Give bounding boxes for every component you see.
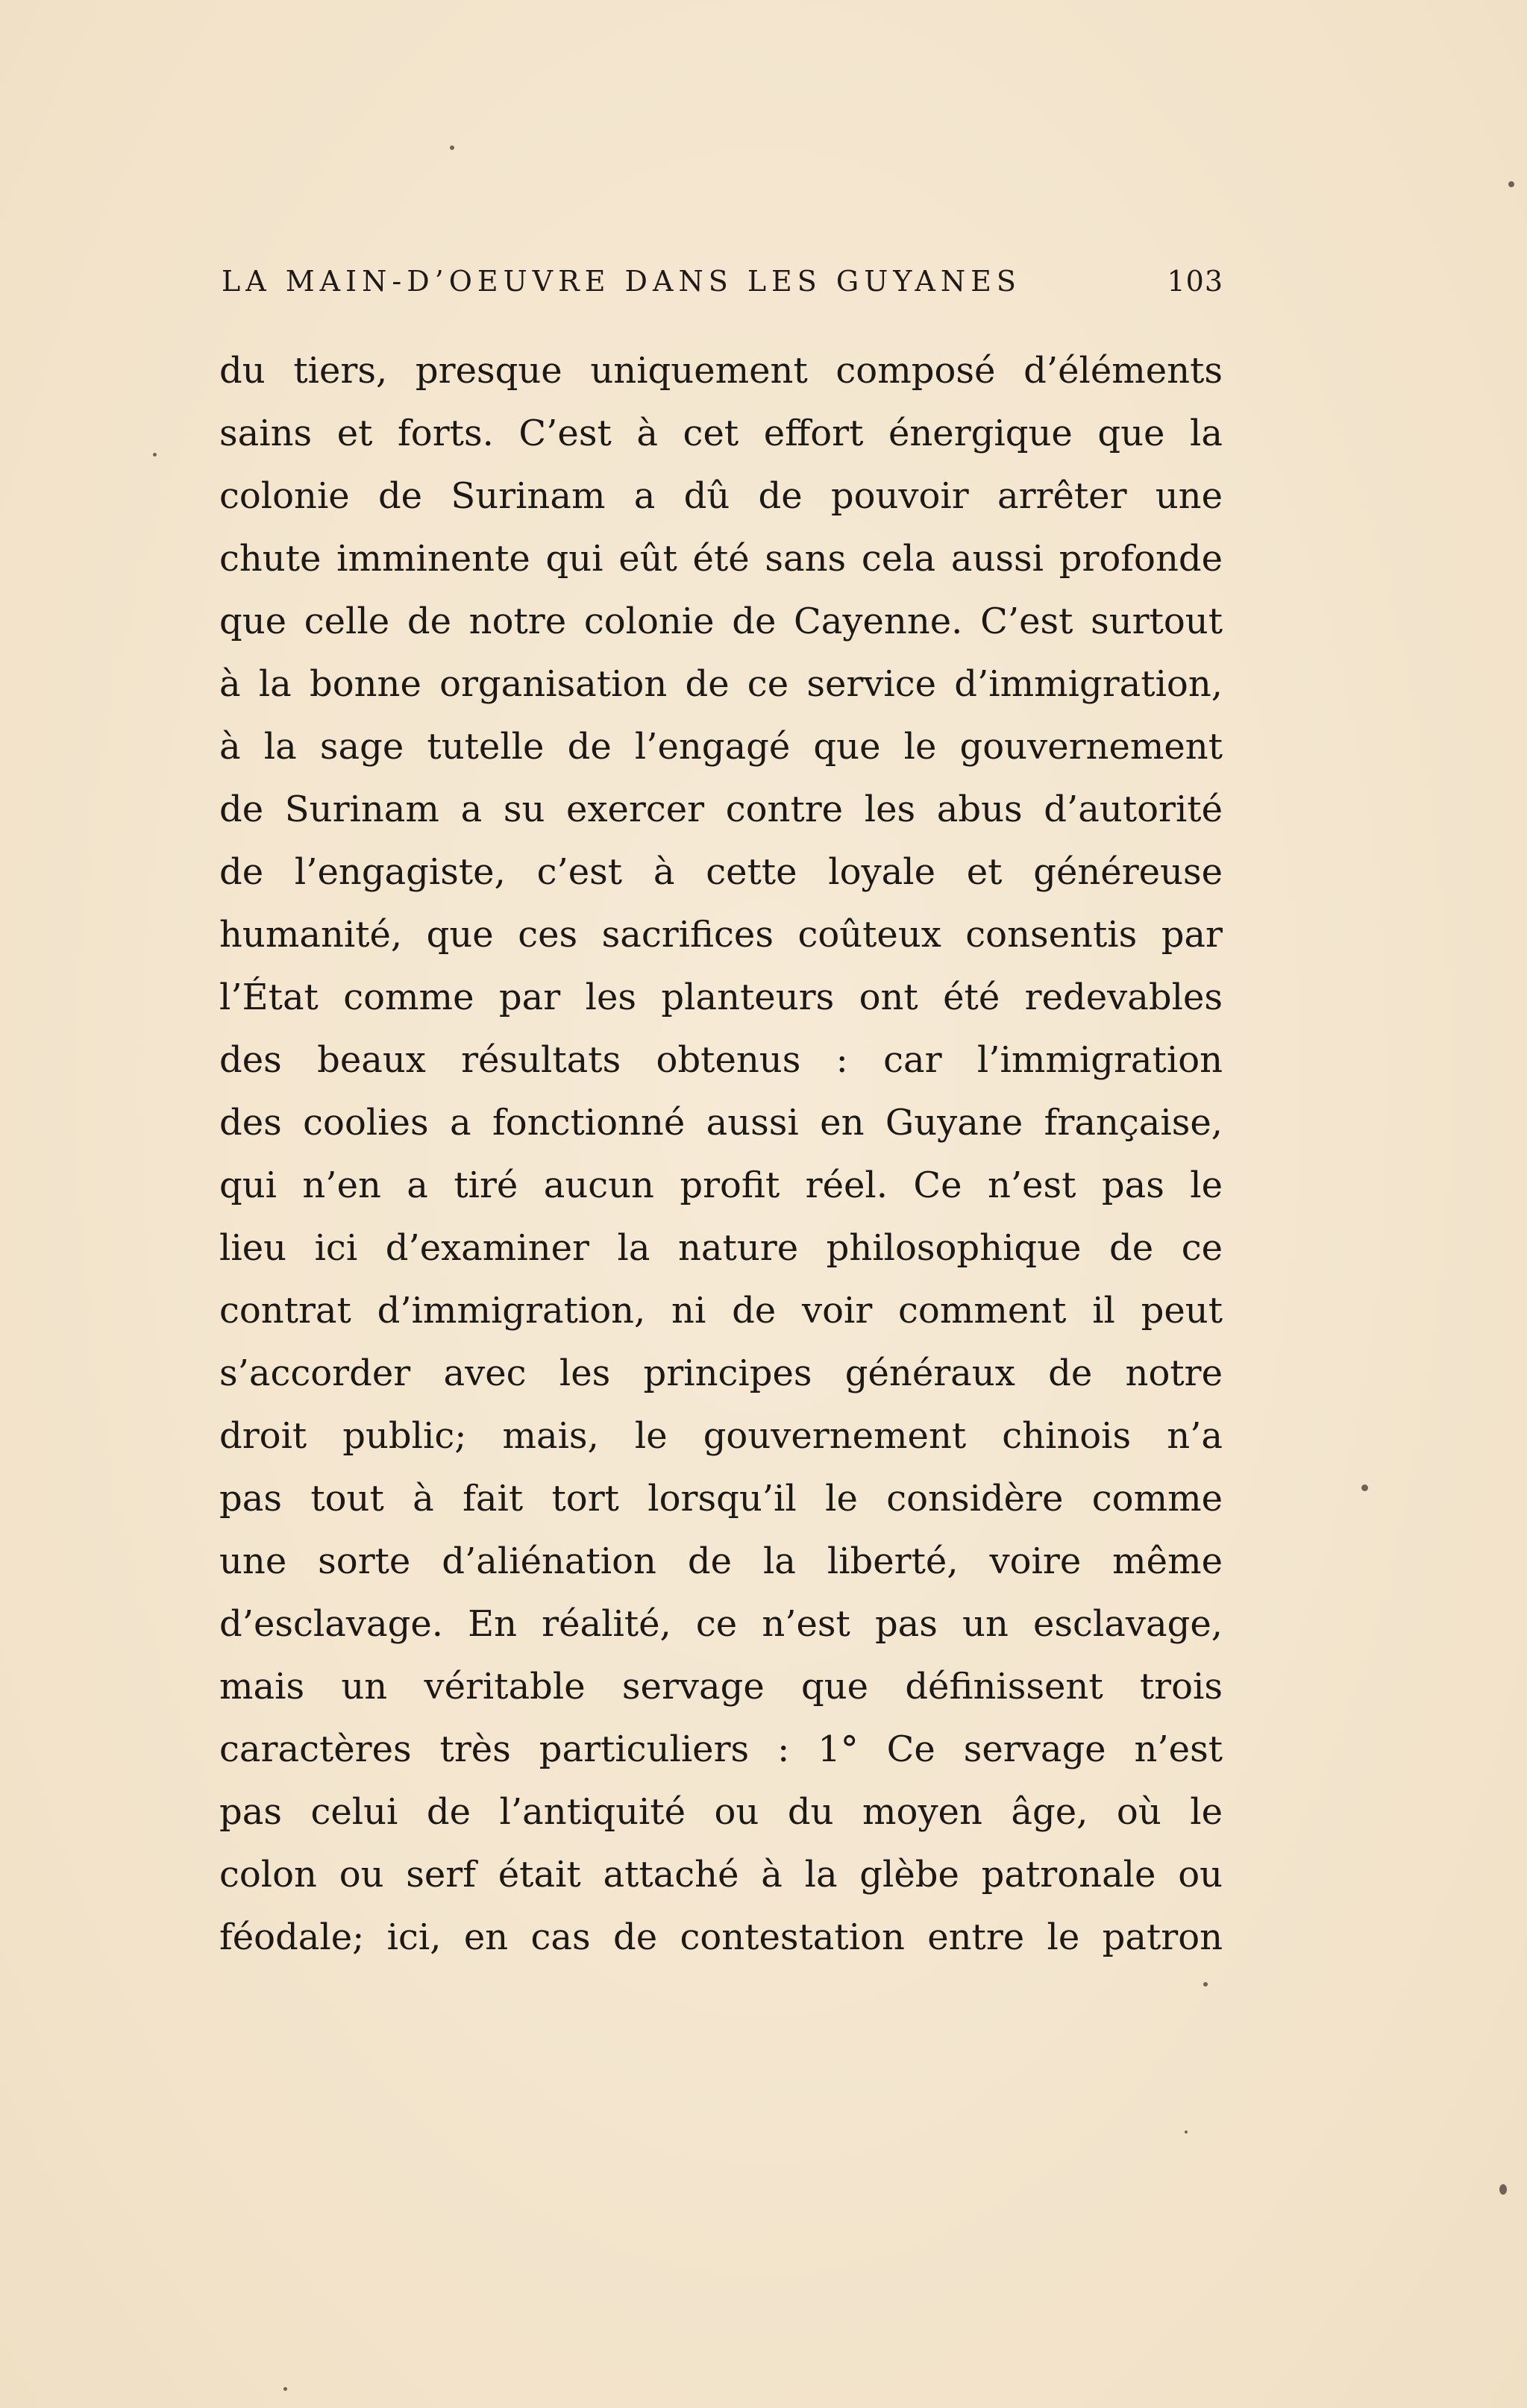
- text-line: s’accorder avec les principes généraux de notre: [219, 1352, 1223, 1394]
- running-title: LA MAIN-D’OEUVRE DANS LES GUYANES: [222, 265, 1021, 298]
- text-line: qui n’en a tiré aucun profit réel. Ce n’est pas le: [219, 1164, 1223, 1206]
- text-line: pas tout à fait tort lorsqu’il le considère comme: [219, 1478, 1223, 1520]
- text-line: de l’engagiste, c’est à cette loyale et généreuse: [219, 851, 1223, 893]
- paper-speck: [283, 2387, 287, 2391]
- paper-speck: [1361, 1484, 1368, 1491]
- text-line: droit public; mais, le gouvernement chinois n’a: [219, 1415, 1223, 1457]
- paper-speck: [450, 145, 454, 150]
- text-line: sains et forts. C’est à cet effort énergique que la: [219, 413, 1223, 454]
- running-head: [222, 265, 1223, 310]
- text-line: de Surinam a su exercer contre les abus d’autorité: [219, 788, 1223, 830]
- text-line: féodale; ici, en cas de contestation entre le patron: [219, 1916, 1223, 1958]
- paper-speck: [153, 453, 157, 457]
- text-line: des beaux résultats obtenus : car l’immigration: [219, 1039, 1223, 1081]
- text-line: chute imminente qui eût été sans cela aussi profonde: [219, 538, 1223, 580]
- paper-speck: [1499, 2184, 1507, 2195]
- text-line: caractères très particuliers : 1° Ce servage n’est: [219, 1728, 1223, 1770]
- text-line: colonie de Surinam a dû de pouvoir arrêter une: [219, 475, 1223, 517]
- text-line: contrat d’immigration, ni de voir comment il peut: [219, 1290, 1223, 1332]
- body-text: [219, 339, 1223, 2010]
- text-line: des coolies a fonctionné aussi en Guyane française,: [219, 1102, 1223, 1144]
- text-line: l’État comme par les planteurs ont été redevables: [219, 976, 1223, 1018]
- text-line: pas celui de l’antiquité ou du moyen âge, où le: [219, 1791, 1223, 1833]
- text-line: humanité, que ces sacrifices coûteux consentis par: [219, 914, 1223, 956]
- text-line: d’esclavage. En réalité, ce n’est pas un esclavage,: [219, 1603, 1223, 1645]
- paper-speck: [1185, 2130, 1188, 2133]
- paper-speck: [1203, 1982, 1208, 1987]
- text-line: du tiers, presque uniquement composé d’éléments: [219, 350, 1223, 392]
- paper-speck: [1508, 181, 1514, 187]
- text-line: colon ou serf était attaché à la glèbe patronale ou: [219, 1854, 1223, 1896]
- text-line: lieu ici d’examiner la nature philosophique de ce: [219, 1227, 1223, 1269]
- text-line: une sorte d’aliénation de la liberté, voire même: [219, 1540, 1223, 1582]
- page-number: 103: [1167, 265, 1223, 298]
- text-line: à la sage tutelle de l’engagé que le gouvernement: [219, 726, 1223, 768]
- text-line: à la bonne organisation de ce service d’immigration,: [219, 663, 1223, 705]
- text-line: mais un véritable servage que définissent trois: [219, 1666, 1223, 1708]
- text-line: que celle de notre colonie de Cayenne. C’est surtout: [219, 601, 1223, 642]
